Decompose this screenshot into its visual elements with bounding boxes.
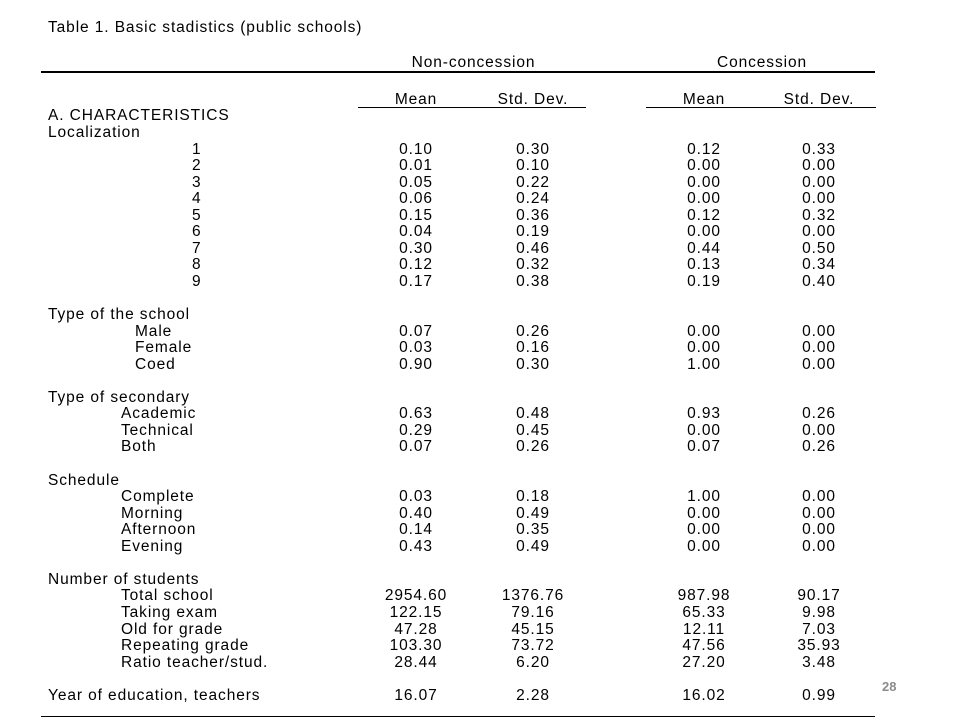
table-cell: 0.50 — [802, 239, 836, 257]
table-cell: 9.98 — [802, 603, 836, 621]
table-cell: 90.17 — [797, 587, 841, 605]
table-cell: 0.44 — [687, 239, 721, 257]
table-cell: 0.48 — [516, 405, 550, 423]
table-cell: 0.00 — [802, 537, 836, 555]
table-cell: 0.36 — [516, 206, 550, 224]
table-cell: 0.38 — [516, 272, 550, 290]
table-cell: 0.07 — [399, 322, 433, 340]
table-cell: 45.15 — [511, 620, 555, 638]
table-cell: 35.93 — [797, 637, 841, 655]
table-cell: 0.32 — [516, 256, 550, 274]
table-cell: 0.00 — [687, 504, 721, 522]
table-cell: 0.05 — [399, 173, 433, 191]
table-cell: 16.07 — [394, 686, 438, 704]
table-cell: 0.30 — [516, 355, 550, 373]
table-cell: 0.63 — [399, 405, 433, 423]
table-cell: 0.12 — [687, 140, 721, 158]
row-label: Year of education, teachers — [48, 686, 261, 704]
row-label: Old for grade — [121, 620, 224, 638]
table-cell: 0.00 — [687, 537, 721, 555]
table-cell: 0.24 — [516, 190, 550, 208]
table-cell: 0.00 — [802, 421, 836, 439]
table-cell: 27.20 — [682, 653, 726, 671]
row-label: Afternoon — [121, 521, 197, 539]
table-cell: 0.93 — [687, 405, 721, 423]
table-cell: 0.00 — [802, 190, 836, 208]
table-cell: 0.00 — [687, 322, 721, 340]
table-cell: 1376.76 — [501, 587, 565, 605]
row-label: 9 — [192, 272, 202, 290]
table-cell: 0.49 — [516, 504, 550, 522]
table-cell: 0.00 — [802, 322, 836, 340]
row-label: Morning — [121, 504, 184, 522]
row-label: Type of the school — [48, 306, 191, 324]
table-cell: 0.26 — [802, 405, 836, 423]
table-cell: 0.00 — [802, 339, 836, 357]
table-cell: 6.20 — [516, 653, 550, 671]
bottom-rule — [41, 716, 875, 717]
table-cell: 0.34 — [802, 256, 836, 274]
table-cell: 0.03 — [399, 488, 433, 506]
table-cell: 0.26 — [516, 438, 550, 456]
table-cell: 0.10 — [516, 157, 550, 175]
table-cell: 0.16 — [516, 339, 550, 357]
table-cell: 0.00 — [802, 173, 836, 191]
table-cell: 0.12 — [399, 256, 433, 274]
subheader-sd-non-concession: Std. Dev. — [497, 91, 569, 108]
row-label: 1 — [192, 140, 202, 158]
table-cell: 0.30 — [516, 140, 550, 158]
table-cell: 1.00 — [687, 355, 721, 373]
table-cell: 0.00 — [802, 355, 836, 373]
row-label: 8 — [192, 256, 202, 274]
table-cell: 0.40 — [399, 504, 433, 522]
table-cell: 3.48 — [802, 653, 836, 671]
table-cell: 0.07 — [687, 438, 721, 456]
row-label: Number of students — [48, 570, 200, 588]
table-cell: 0.26 — [802, 438, 836, 456]
row-label: Total school — [121, 587, 214, 605]
table-cell: 0.19 — [516, 223, 550, 241]
row-label: Academic — [121, 405, 197, 423]
table-cell: 0.33 — [802, 140, 836, 158]
table-cell: 0.45 — [516, 421, 550, 439]
table-cell: 79.16 — [511, 603, 555, 621]
table-cell: 0.00 — [687, 190, 721, 208]
table-cell: 122.15 — [389, 603, 443, 621]
table-cell: 0.32 — [802, 206, 836, 224]
group-header-concession: Concession — [717, 54, 807, 71]
table-cell: 0.26 — [516, 322, 550, 340]
row-label: Evening — [121, 537, 184, 555]
table-cell: 0.22 — [516, 173, 550, 191]
table-cell: 0.00 — [687, 339, 721, 357]
row-label: 4 — [192, 190, 202, 208]
table-cell: 0.43 — [399, 537, 433, 555]
row-label: Type of secondary — [48, 388, 190, 406]
table-cell: 0.00 — [802, 488, 836, 506]
row-label: 5 — [192, 206, 202, 224]
table-cell: 0.00 — [802, 504, 836, 522]
table-cell: 0.06 — [399, 190, 433, 208]
table-cell: 987.98 — [677, 587, 731, 605]
row-label: Repeating grade — [121, 637, 250, 655]
group-header-non-concession: Non-concession — [411, 54, 536, 71]
table-cell: 12.11 — [682, 620, 726, 638]
table-cell: 0.30 — [399, 239, 433, 257]
row-label: Coed — [135, 355, 176, 373]
table-cell: 73.72 — [511, 637, 555, 655]
table-cell: 0.99 — [802, 686, 836, 704]
subheader-rule-non-concession — [358, 107, 586, 108]
row-label: Technical — [121, 421, 194, 439]
row-label: Male — [135, 322, 173, 340]
table-title: Table 1. Basic stadistics (public schools) — [48, 19, 363, 36]
table-cell: 0.29 — [399, 421, 433, 439]
row-label: Ratio teacher/stud. — [121, 653, 269, 671]
table-cell: 0.01 — [399, 157, 433, 175]
table-cell: 0.12 — [687, 206, 721, 224]
row-label: Localization — [48, 124, 141, 141]
table-cell: 0.15 — [399, 206, 433, 224]
subheader-sd-concession: Std. Dev. — [783, 91, 855, 108]
row-label: 2 — [192, 157, 202, 175]
subheader-mean-concession: Mean — [682, 91, 726, 108]
table-cell: 47.28 — [394, 620, 438, 638]
table-cell: 0.00 — [687, 223, 721, 241]
subheader-rule-concession — [646, 107, 876, 108]
table-cell: 0.40 — [802, 272, 836, 290]
table-cell: 0.00 — [687, 173, 721, 191]
section-heading: A. CHARACTERISTICS — [48, 107, 230, 124]
table-cell: 0.19 — [687, 272, 721, 290]
table-cell: 0.90 — [399, 355, 433, 373]
table-cell: 0.00 — [687, 421, 721, 439]
table-cell: 0.07 — [399, 438, 433, 456]
row-label: Both — [121, 438, 157, 456]
table-cell: 0.03 — [399, 339, 433, 357]
row-label: 6 — [192, 223, 202, 241]
table-cell: 103.30 — [389, 637, 443, 655]
table-cell: 0.00 — [802, 157, 836, 175]
table-cell: 16.02 — [682, 686, 726, 704]
table-cell: 0.00 — [802, 521, 836, 539]
table-cell: 2954.60 — [384, 587, 448, 605]
table-cell: 7.03 — [802, 620, 836, 638]
table-cell: 0.49 — [516, 537, 550, 555]
row-label: Taking exam — [121, 603, 218, 621]
table-cell: 0.13 — [687, 256, 721, 274]
table-cell: 0.17 — [399, 272, 433, 290]
table-cell: 1.00 — [687, 488, 721, 506]
table-cell: 65.33 — [682, 603, 726, 621]
table-cell: 47.56 — [682, 637, 726, 655]
subheader-mean-non-concession: Mean — [394, 91, 438, 108]
table-cell: 0.10 — [399, 140, 433, 158]
table-cell: 0.46 — [516, 239, 550, 257]
row-label: Schedule — [48, 471, 120, 489]
row-label: 7 — [192, 239, 202, 257]
table-cell: 0.00 — [802, 223, 836, 241]
table-cell: 0.35 — [516, 521, 550, 539]
table-cell: 0.00 — [687, 521, 721, 539]
table-cell: 28.44 — [394, 653, 438, 671]
table-cell: 0.14 — [399, 521, 433, 539]
table-cell: 0.04 — [399, 223, 433, 241]
row-label: 3 — [192, 173, 202, 191]
table-cell: 0.00 — [687, 157, 721, 175]
row-label: Complete — [121, 488, 195, 506]
row-label: Female — [135, 339, 193, 357]
table-cell: 2.28 — [516, 686, 550, 704]
page-number: 28 — [882, 679, 897, 694]
table-cell: 0.18 — [516, 488, 550, 506]
